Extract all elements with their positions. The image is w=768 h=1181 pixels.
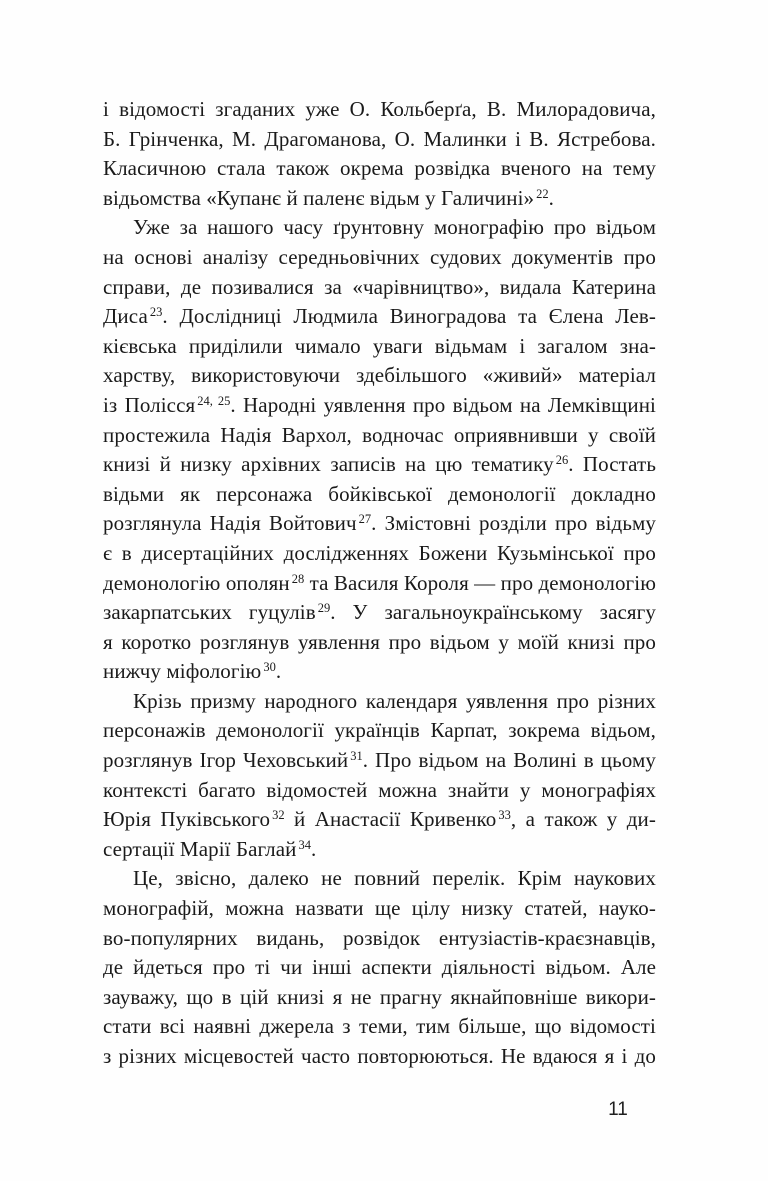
text-run: і відомості згаданих уже О. Кольберґа, В. Милорадовича, — [103, 97, 656, 121]
text-run: з різних місцевостей часто повторюються. Не вдаюся я і до — [103, 1044, 656, 1068]
footnote-ref: 30 — [263, 660, 276, 675]
text-line — [103, 273, 656, 303]
text-run: кієвська приділили чимало уваги відьмам і загалом зна- — [103, 333, 656, 358]
text-line — [103, 332, 656, 362]
footnote-ref: 23 — [149, 305, 163, 320]
text-run: Б. Грінченка, М. Драгоманова, О. Малинки і В. Ястребова. — [103, 126, 656, 151]
text-run: демонологію ополян — [103, 570, 290, 595]
footnote-ref: 31 — [350, 749, 363, 764]
text-run: . У загальноукраїнському засягу — [330, 600, 656, 625]
paragraph — [103, 687, 656, 865]
text-line — [103, 154, 656, 184]
text-run: монографій, можна назвати ще цілу низку статей, науко- — [103, 896, 656, 921]
text-run: харству, використовуючи здебільшого «живий» матеріал — [103, 363, 656, 388]
text-run: й Анастасії Кривенко — [284, 807, 497, 832]
text-run: стати всі наявні джерела з теми, тим більше, що відомості — [103, 1014, 656, 1039]
text-line — [103, 746, 656, 776]
text-run: Диса — [103, 304, 148, 329]
text-line — [103, 184, 656, 214]
text-run: є в дисертаційних дослідженнях Божени Кузьмінської про — [103, 540, 656, 565]
text-run: во-популярних видань, розвідок ентузіастів-краєзнавців, — [103, 925, 656, 950]
text-line — [103, 983, 656, 1013]
text-run: Це, звісно, далеко не повний перелік. Крім наукових — [133, 866, 656, 891]
text-run: . Постать — [568, 452, 656, 477]
text-run: та Василя Короля — про демонологію — [304, 570, 656, 595]
text-run: . Дослідниці Людмила Виноградова та Єлена Лев- — [162, 304, 656, 329]
text-run: . — [548, 185, 555, 210]
footnote-ref: 32 — [272, 808, 285, 823]
text-block — [103, 95, 656, 1072]
text-run: . Про відьом на Волині в цьому — [362, 748, 656, 773]
text-run: . — [275, 659, 282, 684]
text-run: персонажів демонології українців Карпат, зокрема відьом, — [103, 718, 656, 743]
footnote-ref: 29 — [317, 601, 331, 616]
text-line — [103, 687, 656, 717]
text-line — [103, 776, 656, 806]
text-line — [103, 421, 656, 451]
text-line — [103, 628, 656, 658]
text-line — [103, 539, 656, 569]
footnote-ref: 34 — [298, 837, 312, 852]
text-run: я коротко розглянув уявлення про відьом у моїй книзі про — [103, 629, 656, 654]
footnote-ref: 24, 25 — [197, 393, 231, 408]
text-run: зауважу, що в цій книзі я не прагну якнайповніше викори- — [103, 984, 656, 1009]
text-run: де йдеться про ті чи інші аспекти діяльності відьом. Але — [103, 955, 656, 980]
footnote-ref: 33 — [498, 808, 511, 823]
text-line — [103, 213, 656, 243]
text-run: . — [311, 836, 317, 861]
text-run: . Змістовні розділи про відьму — [371, 511, 656, 536]
text-line — [103, 125, 656, 155]
text-line — [103, 302, 656, 332]
text-line — [103, 864, 656, 894]
text-line — [103, 391, 656, 421]
footnote-ref: 22 — [536, 186, 549, 201]
text-line — [103, 953, 656, 983]
text-line — [103, 835, 656, 865]
paragraph — [103, 95, 656, 213]
text-run: із Полісся — [103, 392, 196, 417]
text-run: справи, де позивалися за «чарівництво», видала Катерина — [103, 274, 656, 299]
text-line — [103, 924, 656, 954]
text-line — [103, 1012, 656, 1042]
text-run: розглянула Надія Войтович — [103, 511, 357, 536]
text-line — [103, 95, 656, 125]
text-line — [103, 716, 656, 746]
footnote-ref: 26 — [555, 453, 569, 468]
text-run: розглянув Ігор Чеховський — [103, 748, 349, 773]
page-number: 11 — [608, 1099, 628, 1120]
text-line — [103, 361, 656, 391]
text-line — [103, 243, 656, 273]
text-line — [103, 509, 656, 539]
text-run: книзі й низку архівних записів на цю тематику — [103, 452, 554, 477]
footnote-ref: 28 — [291, 571, 305, 586]
text-run: контексті багато відомостей можна знайти у монографіях — [103, 777, 656, 802]
text-line — [103, 894, 656, 924]
text-run: закарпатських гуцулів — [103, 600, 316, 625]
text-line — [103, 450, 656, 480]
paragraph — [103, 213, 656, 687]
text-line — [103, 480, 656, 510]
text-run: Крізь призму народного календаря уявлення про різних — [133, 688, 656, 713]
text-run: Уже за нашого часу ґрунтовну монографію про відьом — [133, 215, 656, 240]
footnote-ref: 27 — [358, 512, 372, 527]
text-run: відьомства «Купанє й паленє відьм у Галичині» — [103, 185, 535, 210]
text-line — [103, 805, 656, 835]
text-run: нижчу міфологію — [103, 659, 262, 684]
text-run: , а також у ди- — [510, 807, 656, 832]
text-run: простежила Надія Вархол, водночас оприявнивши у своїй — [103, 422, 656, 447]
paragraph — [103, 864, 656, 1071]
text-run: . Народні уявлення про відьом на Лемківщині — [230, 392, 656, 417]
text-run: відьми як персонажа бойківської демонології докладно — [103, 481, 656, 506]
text-run: Класичною стала також окрема розвідка вченого на тему — [103, 156, 656, 181]
text-run: на основі аналізу середньовічних судових документів про — [103, 244, 656, 269]
text-line — [103, 1042, 656, 1072]
text-run: сертації Марії Баглай — [103, 836, 297, 861]
text-line — [103, 598, 656, 628]
text-line — [103, 657, 656, 687]
text-line — [103, 569, 656, 599]
text-run: Юрія Пуківського — [103, 807, 271, 832]
